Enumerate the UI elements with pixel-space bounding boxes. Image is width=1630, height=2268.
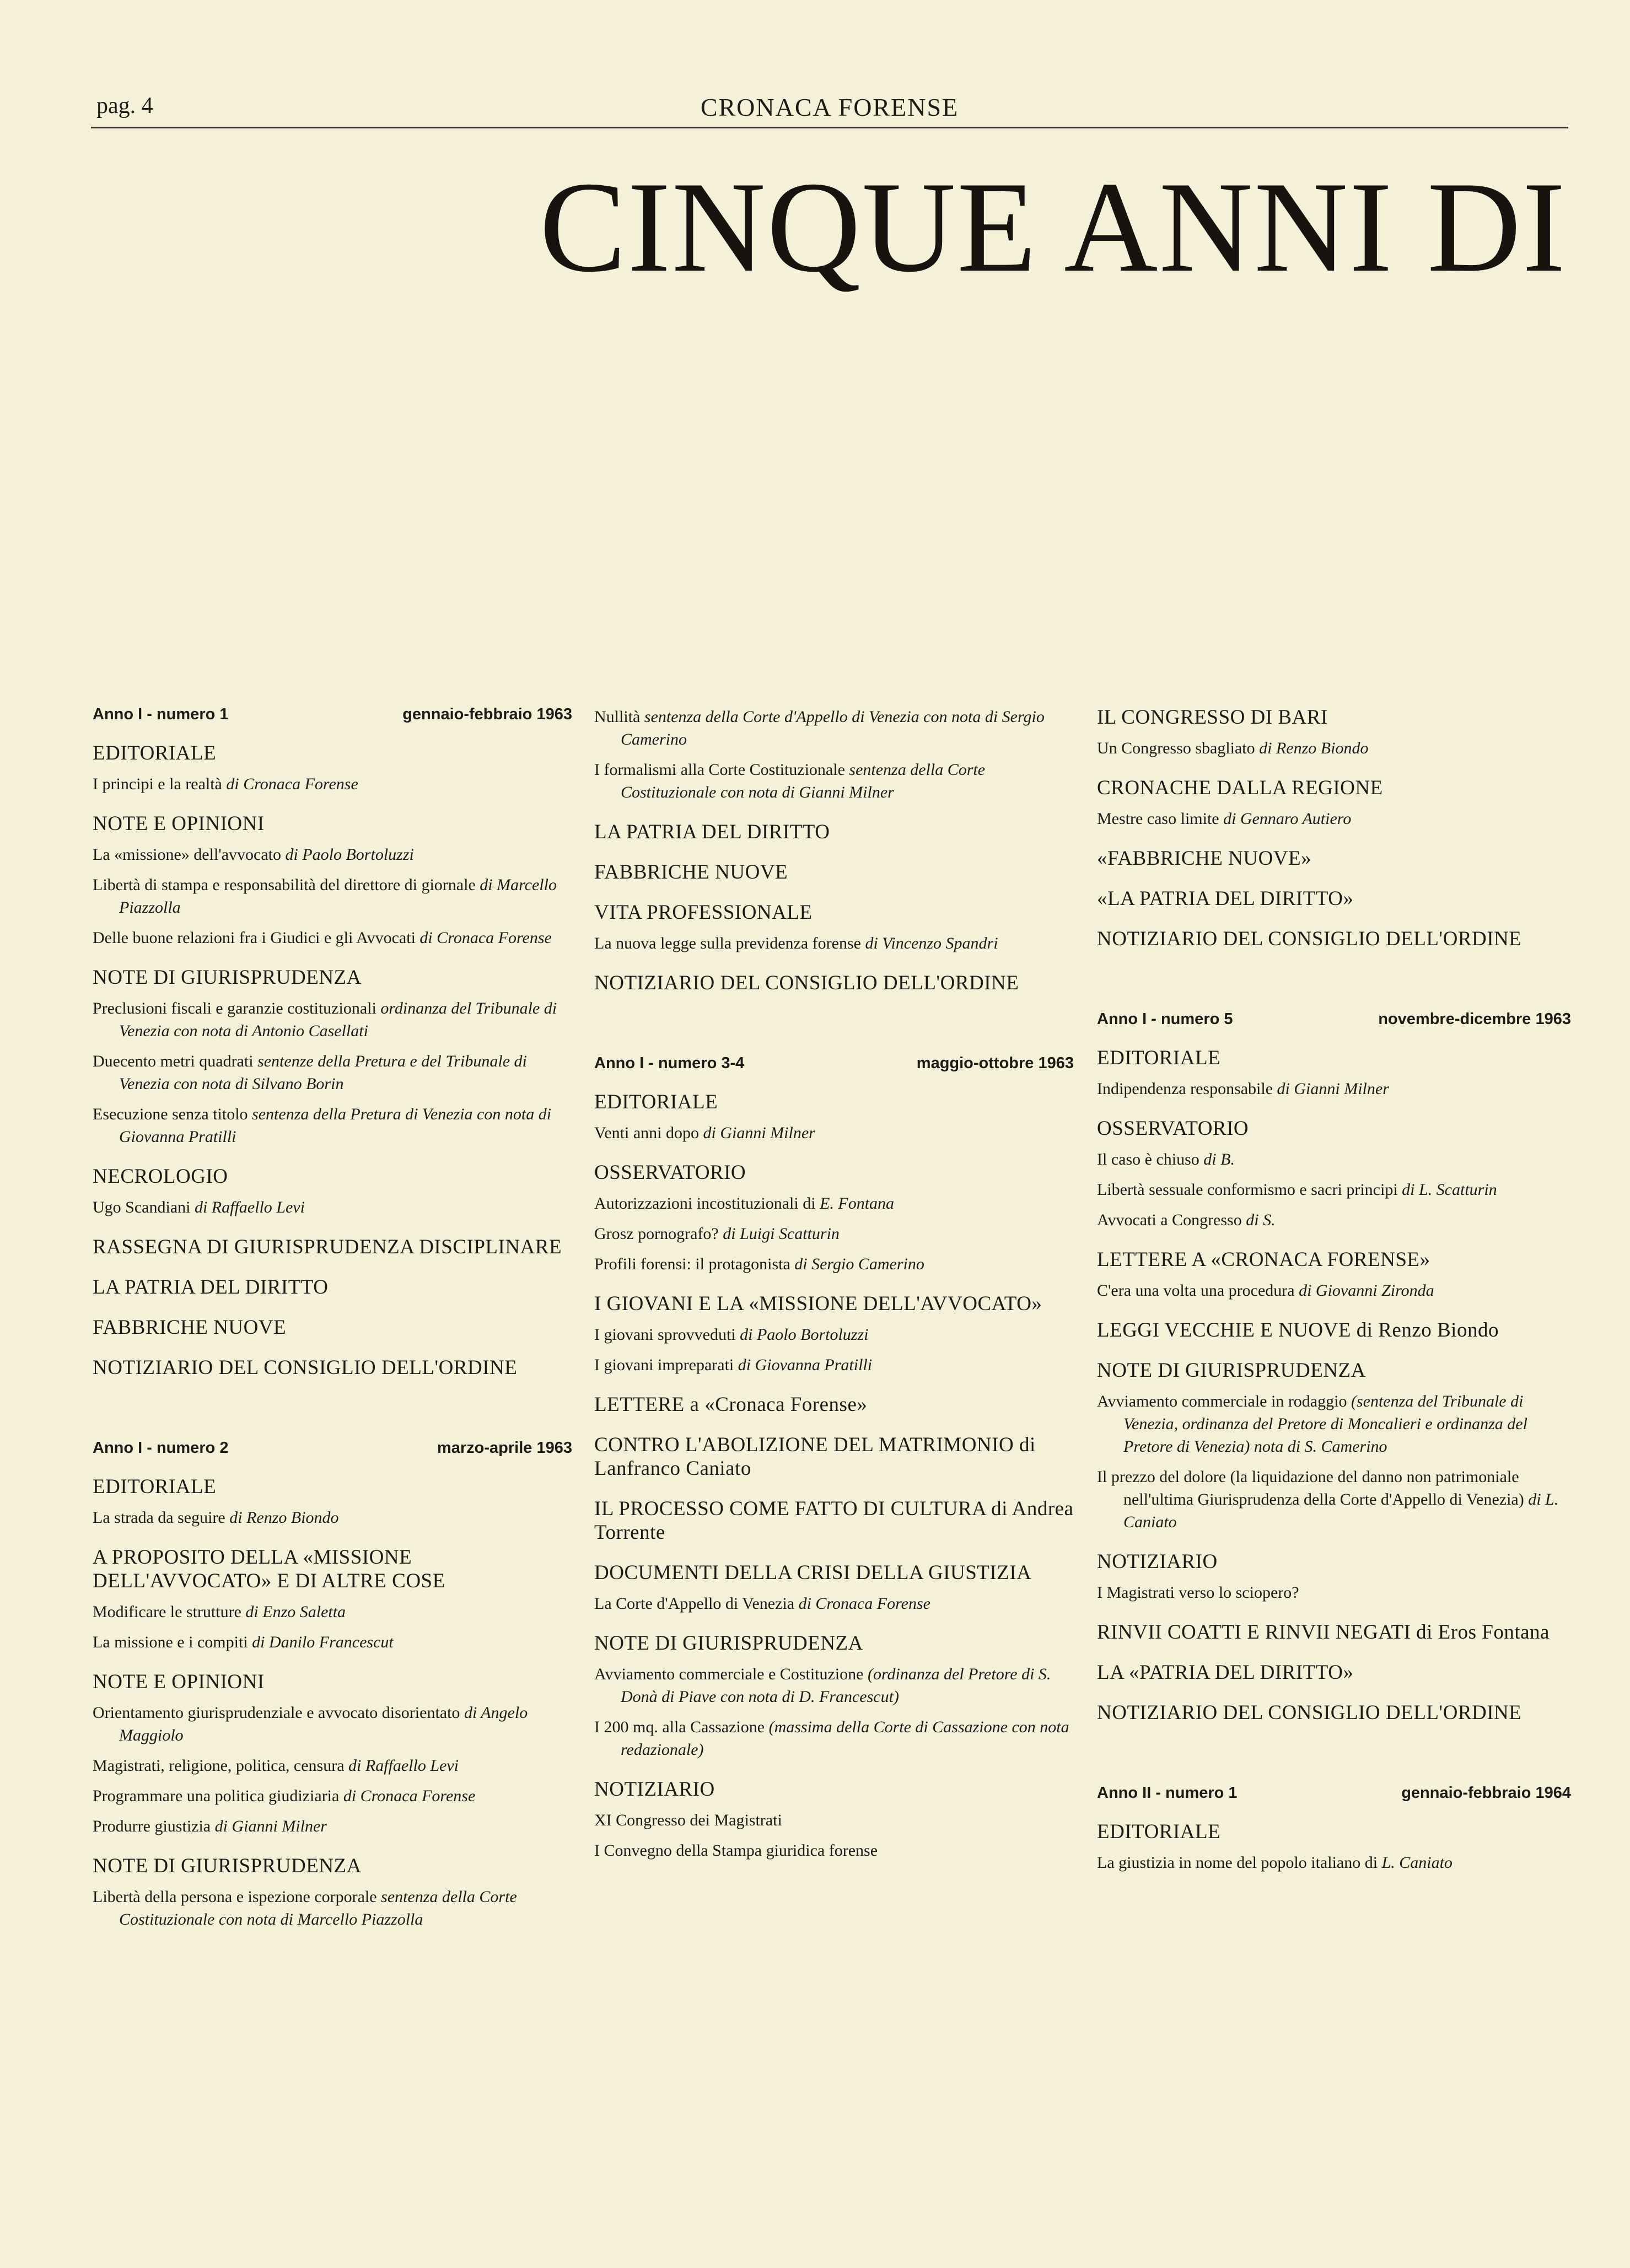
article-author: sentenza della Corte Costituzionale con nota di Gianni Milner [621,761,986,801]
article-title: La Corte d'Appello di Venezia [594,1594,799,1613]
article-title: Libertà di stampa e responsabilità del direttore di giornale [93,876,480,894]
section-title: RINVII COATTI E RINVII NEGATI di Eros Fontana [1097,1621,1550,1644]
section-title: «LA PATRIA DEL DIRITTO» [1097,887,1354,910]
article-author: sentenze della Pretura e del Tribunale di Venezia con nota di Silvano Borin [119,1052,527,1093]
article-entry [594,1122,1074,1144]
article-author: sentenza della Corte d'Appello di Venezia con nota di Sergio Camerino [621,708,1045,748]
article-title: La missione e i compiti [93,1633,252,1651]
article-author: di Gennaro Autiero [1223,810,1352,828]
article-entry [93,874,572,919]
section-title: EDITORIALE [1097,1047,1221,1069]
section-title: NOTIZIARIO DEL CONSIGLIO DELL'ORDINE [93,1356,518,1379]
article-title: Programmare una politica giudiziaria [93,1787,343,1805]
article-author: di Cronaca Forense [419,929,552,947]
article-entry [93,1506,572,1529]
article-author: (massima della Corte di Cassazione con nota redazionale) [621,1718,1069,1759]
article-author: sentenza della Corte Costituzionale con nota di Marcello Piazzolla [119,1888,517,1928]
section-title: FABBRICHE NUOVE [93,1316,287,1339]
section-title: EDITORIALE [93,742,217,764]
article-author: di Marcello Piazzolla [119,876,557,917]
issue-header [594,1054,1074,1073]
article-title: Avvocati a Congresso [1097,1211,1246,1229]
issue-date: novembre-dicembre 1963 [1378,1010,1571,1028]
toc-section [1097,1820,1571,1874]
article-title: I Convegno della Stampa giuridica forense [594,1841,878,1860]
section-title: EDITORIALE [93,1475,217,1498]
section-title: IL PROCESSO COME FATTO DI CULTURA di Andrea Torrente [594,1497,1074,1544]
article-title: Il caso è chiuso [1097,1150,1204,1168]
column-3 [1097,705,1571,1890]
section-title: I GIOVANI E LA «MISSIONE DELL'AVVOCATO» [594,1292,1042,1315]
article-title: Delle buone relazioni fra i Giudici e gli Avvocati [93,929,420,947]
toc-section [1097,1359,1571,1533]
toc-section [93,966,572,1148]
column-2 [594,705,1074,1878]
article-title: La nuova legge sulla previdenza forense [594,934,865,952]
toc-section [1097,927,1571,951]
toc-section [594,1777,1074,1862]
section-title: IL CONGRESSO DI BARI [1097,706,1328,729]
article-author: di B. [1203,1150,1235,1168]
article-entry [1097,1390,1571,1458]
section-title: NOTE DI GIURISPRUDENZA [1097,1359,1366,1382]
toc-section [1097,1661,1571,1684]
article-author: (sentenza del Tribunale di Venezia, ordinanza del Pretore di Moncalieri e ordinanza del Pretore di Venezia) nota di S. Camerino [1123,1392,1527,1456]
article-title: Venti anni dopo [594,1124,703,1142]
column-1 [93,705,572,1947]
page-number: pag. 4 [96,93,153,118]
article-entry [594,932,1074,955]
toc-section [1097,887,1571,911]
article-entry [93,1050,572,1095]
article-entry [594,1323,1074,1346]
article-title: La strada da seguire [93,1509,230,1527]
article-author: L. Caniato [1381,1854,1453,1872]
section-title: FABBRICHE NUOVE [594,861,788,884]
article-title: I formalismi alla Corte Costituzionale [594,761,849,779]
article-author: di Raffaello Levi [348,1757,459,1775]
article-title: XI Congresso dei Magistrati [594,1811,782,1829]
page-header [91,88,1568,128]
article-entry [594,1809,1074,1831]
article-entry [93,997,572,1042]
article-title: Indipendenza responsabile [1097,1080,1277,1098]
article-entry [594,1716,1074,1761]
article-author: di Cronaca Forense [798,1594,930,1613]
issue-number: Anno I - numero 2 [93,1439,229,1457]
article-author: di Giovanna Pratilli [738,1356,873,1374]
article-title: Ugo Scandiani [93,1198,195,1216]
issue-header [1097,1010,1571,1028]
article-entry [1097,1178,1571,1201]
section-title: NECROLOGIO [93,1165,228,1188]
article-entry [594,1839,1074,1862]
article-entry [1097,1209,1571,1231]
section-title: NOTE DI GIURISPRUDENZA [93,1855,362,1877]
issue-date: marzo-aprile 1963 [437,1439,572,1457]
section-title: NOTIZIARIO [1097,1550,1218,1573]
section-title: NOTE E OPINIONI [93,812,265,835]
toc-section [594,860,1074,884]
section-title: NOTE DI GIURISPRUDENZA [594,1632,863,1655]
toc-section [594,901,1074,955]
toc-section [1097,1701,1571,1725]
article-title: Profili forensi: il protagonista [594,1255,795,1273]
article-entry [93,926,572,949]
article-author: di Luigi Scatturin [723,1225,840,1243]
article-entry [594,1192,1074,1215]
toc-section [93,1165,572,1219]
article-author: di Sergio Camerino [794,1255,924,1273]
article-author: di Gianni Milner [1277,1080,1389,1098]
issue-header [1097,1784,1571,1802]
toc-section [594,1497,1074,1544]
toc-section [93,812,572,949]
toc-section [1097,1620,1571,1644]
toc-section [93,1670,572,1838]
issue-date: gennaio-febbraio 1963 [402,705,572,723]
article-entry [1097,1148,1571,1171]
section-title: A PROPOSITO DELLA «MISSIONE DELL'AVVOCATO» E DI ALTRE COSE [93,1546,445,1592]
article-author: di L. Scatturin [1402,1181,1497,1199]
toc-section [1097,1046,1571,1100]
article-author: (ordinanza del Pretore di S. Donà di Piave con nota di D. Francescut) [621,1665,1051,1706]
article-author: di Cronaca Forense [226,775,358,793]
section-title: LA «PATRIA DEL DIRITTO» [1097,1661,1354,1684]
issue-number: Anno I - numero 3-4 [594,1054,745,1072]
toc-section [594,705,1074,804]
article-author: ordinanza del Tribunale di Venezia con nota di Antonio Casellati [119,999,557,1040]
headline: CINQUE ANNI DI [539,155,1567,299]
article-entry [1097,1851,1571,1874]
section-title: NOTE DI GIURISPRUDENZA [93,966,362,989]
section-title: LETTERE a «Cronaca Forense» [594,1393,868,1416]
issue-number: Anno I - numero 5 [1097,1010,1233,1028]
section-title: LA PATRIA DEL DIRITTO [594,821,830,843]
article-entry [93,1701,572,1747]
article-title: I principi e la realtà [93,775,227,793]
section-title: NOTIZIARIO DEL CONSIGLIO DELL'ORDINE [594,972,1019,994]
section-title: NOTE E OPINIONI [93,1671,265,1693]
article-entry [594,758,1074,804]
running-title: CRONACA FORENSE [700,93,959,121]
article-author: di Gianni Milner [214,1817,327,1835]
article-title: Nullità [594,708,644,726]
article-entry [93,1103,572,1148]
article-entry [93,1885,572,1931]
article-title: I giovani impreparati [594,1356,738,1374]
toc-section [1097,705,1571,759]
article-title: Autorizzazioni incostituzionali di [594,1194,820,1213]
article-entry [93,773,572,795]
article-title: Libertà della persona e ispezione corporale [93,1888,381,1906]
article-entry [594,1354,1074,1376]
article-entry [93,1196,572,1219]
toc-section [93,1275,572,1299]
toc-section [1097,1318,1571,1342]
article-entry [1097,1581,1571,1604]
section-title: LEGGI VECCHIE E NUOVE di Renzo Biondo [1097,1319,1499,1342]
toc-section [594,1433,1074,1480]
article-entry [594,1222,1074,1245]
section-title: EDITORIALE [1097,1820,1221,1843]
toc-section [93,1316,572,1339]
article-entry [594,1253,1074,1275]
article-entry [93,843,572,866]
toc-section [93,741,572,795]
issue-number: Anno I - numero 1 [93,705,229,723]
section-title: CONTRO L'ABOLIZIONE DEL MATRIMONIO di Lanfranco Caniato [594,1434,1036,1480]
toc-section [594,820,1074,844]
toc-section [93,1235,572,1259]
toc-section [1097,1117,1571,1231]
section-title: DOCUMENTI DELLA CRISI DELLA GIUSTIZIA [594,1561,1032,1584]
article-title: La giustizia in nome del popolo italiano di [1097,1854,1382,1872]
article-author: E. Fontana [820,1194,895,1213]
issue-number: Anno II - numero 1 [1097,1784,1238,1802]
issue-header [93,705,572,724]
section-title: LETTERE A «CRONACA FORENSE» [1097,1248,1430,1271]
article-entry [1097,1078,1571,1100]
article-title: La «missione» dell'avvocato [93,845,286,864]
article-entry [1097,807,1571,830]
article-author: di Raffaello Levi [194,1198,305,1216]
article-author: sentenza della Pretura di Venezia con nota di Giovanna Pratilli [119,1105,552,1146]
toc-section [594,1561,1074,1615]
article-title: Avviamento commerciale in rodaggio [1097,1392,1351,1410]
article-title: Libertà sessuale conformismo e sacri principi [1097,1181,1402,1199]
section-title: «FABBRICHE NUOVE» [1097,847,1312,870]
article-author: di Renzo Biondo [229,1509,339,1527]
section-title: CRONACHE DALLA REGIONE [1097,777,1383,799]
article-title: Il prezzo del dolore (la liquidazione del danno non patrimoniale nell'ultima Giurisprudenza della Corte d'Appello di Venezia) [1097,1468,1529,1509]
article-author: di Danilo Francescut [252,1633,394,1651]
section-title: NOTIZIARIO DEL CONSIGLIO DELL'ORDINE [1097,1701,1522,1724]
article-title: I Magistrati verso lo sciopero? [1097,1583,1299,1602]
toc-section [594,1631,1074,1761]
article-title: Esecuzione senza titolo [93,1105,252,1123]
section-title: OSSERVATORIO [594,1161,746,1184]
toc-section [594,1292,1074,1376]
article-title: Un Congresso sbagliato [1097,739,1260,757]
article-title: I giovani sprovveduti [594,1326,740,1344]
article-entry [93,1754,572,1777]
toc-section [594,1393,1074,1416]
section-title: RASSEGNA DI GIURISPRUDENZA DISCIPLINARE [93,1236,562,1258]
article-title: Preclusioni fiscali e garanzie costituzionali [93,999,381,1017]
article-author: di Vincenzo Spandri [865,934,998,952]
issue-date: maggio-ottobre 1963 [916,1054,1074,1072]
toc-section [93,1545,572,1653]
article-entry [1097,1466,1571,1533]
toc-section [594,1090,1074,1144]
toc-section [1097,847,1571,870]
article-entry [93,1785,572,1807]
section-title: NOTIZIARIO DEL CONSIGLIO DELL'ORDINE [1097,928,1522,950]
article-title: Duecento metri quadrati [93,1052,258,1070]
article-author: di Cronaca Forense [343,1787,476,1805]
article-title: Mestre caso limite [1097,810,1224,828]
article-author: di Paolo Bortoluzzi [740,1326,869,1344]
toc-section [1097,1248,1571,1302]
article-author: di L. Caniato [1123,1490,1559,1531]
toc-section [93,1854,572,1931]
article-author: di Angelo Maggiolo [119,1704,528,1744]
article-author: di Enzo Saletta [245,1603,346,1621]
article-author: di Paolo Bortoluzzi [285,845,414,864]
section-title: NOTIZIARIO [594,1778,715,1801]
article-entry [93,1601,572,1623]
article-title: Avviamento commerciale e Costituzione [594,1665,868,1683]
toc-section [1097,1550,1571,1604]
toc-section [1097,776,1571,830]
toc-section [93,1475,572,1529]
article-author: di Gianni Milner [703,1124,815,1142]
section-title: EDITORIALE [594,1091,718,1113]
article-title: C'era una volta una procedura [1097,1281,1299,1300]
article-entry [1097,737,1571,759]
article-entry [594,1663,1074,1708]
article-author: di Giovanni Zironda [1299,1281,1434,1300]
article-title: Produrre giustizia [93,1817,215,1835]
section-title: OSSERVATORIO [1097,1117,1249,1140]
issue-date: gennaio-febbraio 1964 [1401,1784,1571,1802]
article-title: I 200 mq. alla Cassazione [594,1718,769,1736]
article-entry [1097,1279,1571,1302]
article-author: di Renzo Biondo [1259,739,1369,757]
issue-header [93,1439,572,1457]
article-entry [594,1592,1074,1615]
toc-section [93,1356,572,1380]
article-title: Orientamento giurisprudenziale e avvocato disorientato [93,1704,464,1722]
article-entry [93,1815,572,1838]
article-title: Magistrati, religione, politica, censura [93,1757,349,1775]
article-entry [594,705,1074,751]
toc-section [594,1161,1074,1275]
article-author: di S. [1246,1211,1276,1229]
article-entry [93,1631,572,1653]
toc-section [594,971,1074,995]
article-title: Modificare le strutture [93,1603,246,1621]
section-title: LA PATRIA DEL DIRITTO [93,1276,329,1299]
article-title: Grosz pornografo? [594,1225,723,1243]
section-title: VITA PROFESSIONALE [594,901,813,924]
